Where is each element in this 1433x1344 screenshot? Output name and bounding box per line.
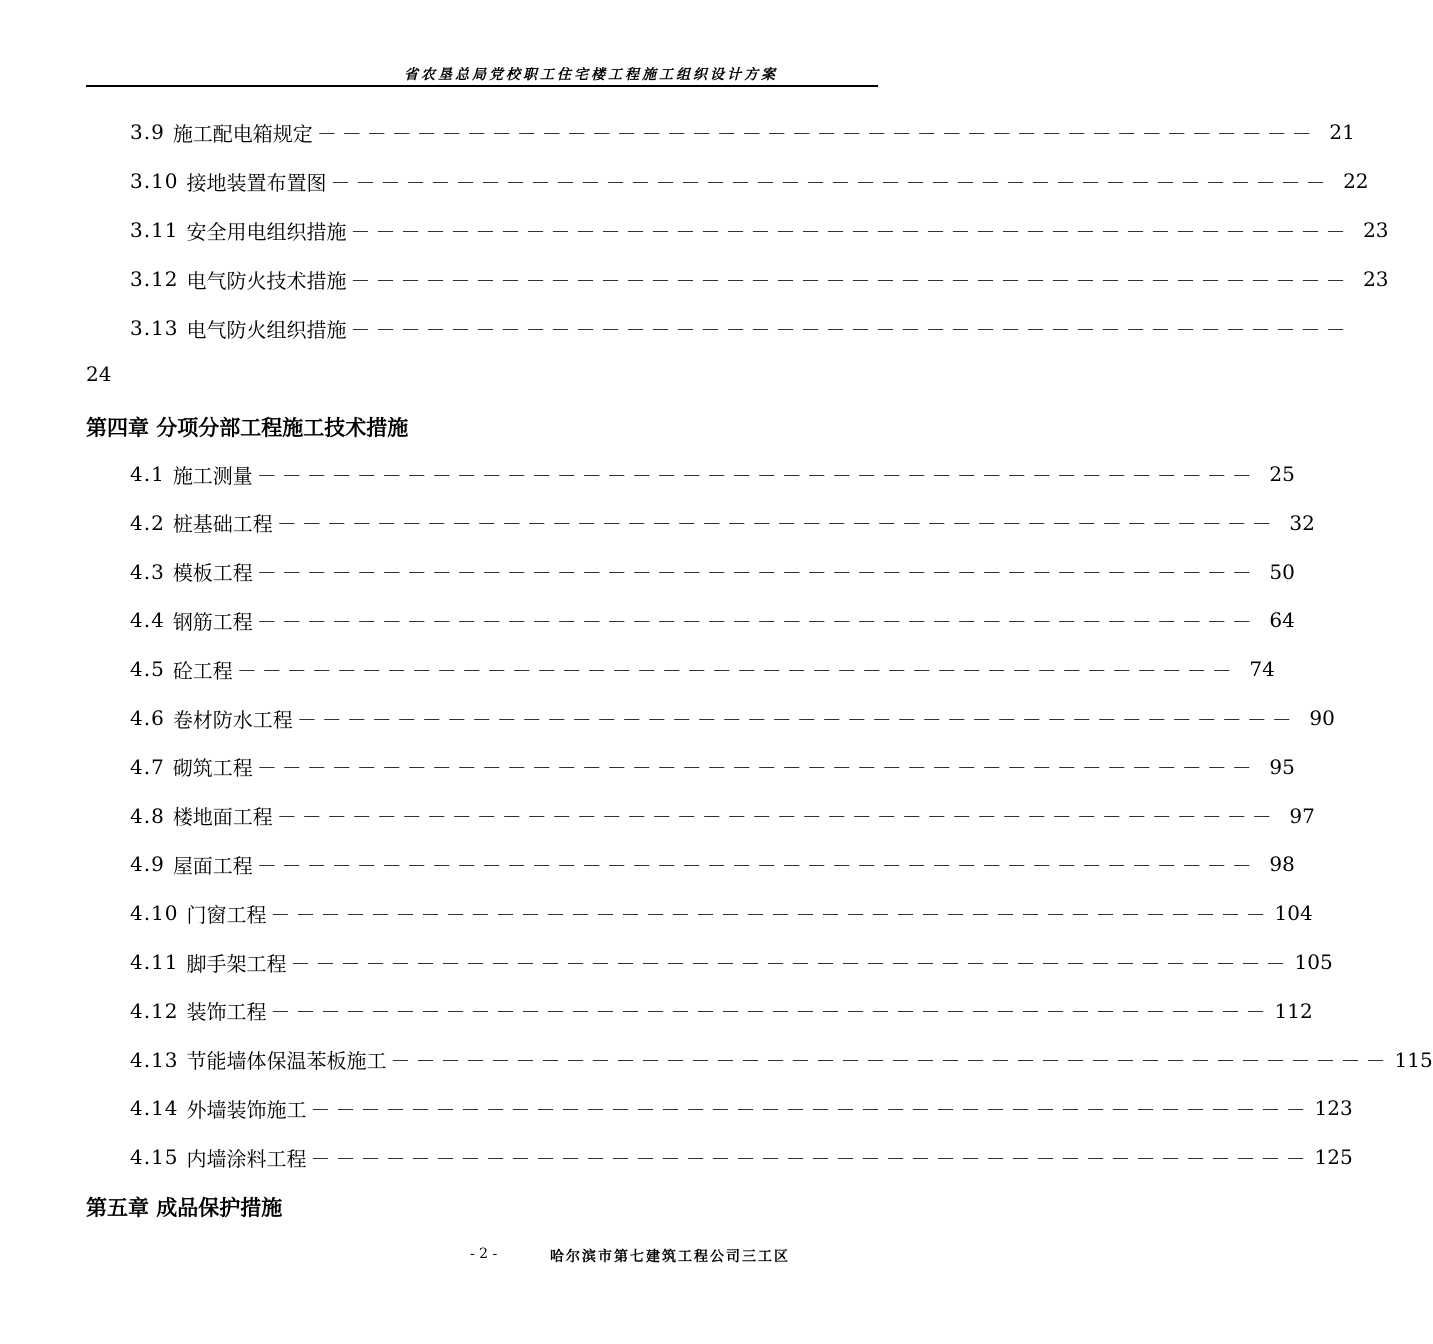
toc-entry-leader: －－－－－－－－－－－－－－－－－－－－－－－－－－－－－－－－－－－－－－－－ bbox=[256, 756, 1257, 781]
toc-entry bbox=[130, 849, 1295, 879]
toc-entry-number: 3.12 bbox=[130, 267, 179, 291]
toc-entry bbox=[130, 557, 1295, 587]
toc-entry-number: 3.9 bbox=[130, 120, 165, 144]
toc-entry-leader: －－－－－－－－－－－－－－－－－－－－－－－－－－－－－－－－－－－－－－－－ bbox=[276, 805, 1277, 830]
toc-entry-leader: －－－－－－－－－－－－－－－－－－－－－－－－－－－－－－－－－－－－－－－－ bbox=[330, 170, 1331, 195]
toc-entry-number: 3.10 bbox=[130, 169, 179, 193]
toc-entry-title: 脚手架工程 bbox=[186, 951, 287, 976]
toc-entry-number: 4.9 bbox=[130, 852, 165, 877]
toc-entry-page: 50 bbox=[1269, 559, 1295, 584]
toc-entry-title: 砼工程 bbox=[172, 658, 233, 683]
header-title: 省农垦总局党校职工住宅楼工程施工组织设计方案 bbox=[404, 67, 778, 83]
toc-entry-number: 3.11 bbox=[130, 218, 179, 242]
toc-entry-leader: －－－－－－－－－－－－－－－－－－－－－－－－－－－－－－－－－－－－－－－－ bbox=[310, 1097, 1311, 1122]
toc-entry-number: 4.5 bbox=[130, 657, 165, 682]
toc-entry-title: 外墙装饰施工 bbox=[186, 1097, 307, 1122]
toc-entry bbox=[130, 264, 1389, 294]
toc-entry-number: 4.13 bbox=[130, 1047, 179, 1072]
toc-entry-leader: －－－－－－－－－－－－－－－－－－－－－－－－－－－－－－－－－－－－－－－－ bbox=[256, 463, 1257, 488]
toc-entry bbox=[130, 947, 1333, 977]
toc-entry bbox=[130, 898, 1313, 928]
toc-entry-leader: －－－－－－－－－－－－－－－－－－－－－－－－－－－－－－－－－－－－－－－－ bbox=[350, 268, 1351, 293]
toc-entry bbox=[130, 313, 1351, 343]
toc-entry-leader: －－－－－－－－－－－－－－－－－－－－－－－－－－－－－－－－－－－－－－－－ bbox=[296, 707, 1297, 732]
toc-entry-number: 4.2 bbox=[130, 510, 165, 535]
toc-entry-title: 施工配电箱规定 bbox=[172, 121, 313, 146]
toc-entry-page: 74 bbox=[1249, 657, 1275, 682]
toc-entry-leader: －－－－－－－－－－－－－－－－－－－－－－－－－－－－－－－－－－－－－－－－ bbox=[310, 1146, 1311, 1171]
toc-entry bbox=[130, 1142, 1353, 1172]
toc-entry-leader: －－－－－－－－－－－－－－－－－－－－－－－－－－－－－－－－－－－－－－－－ bbox=[270, 902, 1271, 927]
toc-entry-title: 电气防火组织措施 bbox=[186, 317, 347, 342]
toc-entry-page: 97 bbox=[1289, 803, 1315, 828]
toc-entry-number: 4.14 bbox=[130, 1096, 179, 1121]
toc-entry bbox=[130, 703, 1335, 733]
toc-entry-leader: －－－－－－－－－－－－－－－－－－－－－－－－－－－－－－－－－－－－－－－－ bbox=[290, 951, 1291, 976]
toc-entry-number: 4.11 bbox=[130, 950, 179, 974]
toc-entry-page: 25 bbox=[1269, 462, 1295, 486]
toc-entry bbox=[130, 215, 1389, 245]
toc-entry bbox=[130, 1093, 1353, 1123]
toc-entry-title: 内墙涂料工程 bbox=[186, 1146, 307, 1171]
toc-entry bbox=[130, 801, 1315, 831]
footer-page-number: - 2 - bbox=[470, 1246, 498, 1262]
toc-entry-page: 112 bbox=[1274, 998, 1313, 1023]
toc-entry bbox=[130, 605, 1295, 635]
toc-entry bbox=[130, 166, 1369, 196]
toc-entry-leader: －－－－－－－－－－－－－－－－－－－－－－－－－－－－－－－－－－－－－－－－ bbox=[350, 219, 1351, 244]
toc-entry-title: 钢筋工程 bbox=[172, 609, 253, 634]
toc-entry bbox=[130, 459, 1295, 489]
toc-entry-title: 装饰工程 bbox=[186, 1000, 267, 1025]
toc-entry-page: 98 bbox=[1269, 852, 1295, 877]
toc-entry bbox=[130, 1045, 1433, 1075]
toc-entry-leader: －－－－－－－－－－－－－－－－－－－－－－－－－－－－－－－－－－－－－－－－ bbox=[316, 121, 1317, 146]
chapter-5-heading: 第五章 成品保护措施 bbox=[86, 1196, 283, 1220]
toc-entry-leader: －－－－－－－－－－－－－－－－－－－－－－－－－－－－－－－－－－－－－－－－ bbox=[390, 1049, 1391, 1074]
toc-entry-page: 123 bbox=[1314, 1096, 1353, 1121]
toc-entry-title: 楼地面工程 bbox=[172, 805, 273, 830]
toc-entry bbox=[130, 752, 1295, 782]
wrapped-page-number: 24 bbox=[86, 362, 112, 386]
toc-entry-number: 4.12 bbox=[130, 998, 179, 1023]
toc-entry-title: 砌筑工程 bbox=[172, 756, 253, 781]
toc-entry-number: 4.3 bbox=[130, 559, 165, 584]
toc-entry-title: 门窗工程 bbox=[186, 902, 267, 927]
toc-entry-page: 23 bbox=[1363, 267, 1389, 291]
toc-entry bbox=[130, 996, 1313, 1026]
toc-entry-leader: －－－－－－－－－－－－－－－－－－－－－－－－－－－－－－－－－－－－－－－－ bbox=[350, 317, 1351, 342]
toc-entry-page: 105 bbox=[1294, 950, 1333, 974]
toc-entry-number: 4.6 bbox=[130, 706, 165, 730]
toc-entry bbox=[130, 117, 1355, 147]
footer-company: 哈尔滨市第七建筑工程公司三工区 bbox=[550, 1249, 790, 1265]
toc-entry-leader: －－－－－－－－－－－－－－－－－－－－－－－－－－－－－－－－－－－－－－－－ bbox=[256, 609, 1257, 634]
toc-entry-number: 4.15 bbox=[130, 1145, 179, 1170]
toc-entry bbox=[130, 654, 1275, 684]
toc-entry bbox=[130, 508, 1315, 538]
toc-entry-title: 电气防火技术措施 bbox=[186, 268, 347, 293]
toc-entry-leader: －－－－－－－－－－－－－－－－－－－－－－－－－－－－－－－－－－－－－－－－ bbox=[270, 1000, 1271, 1025]
toc-entry-leader: －－－－－－－－－－－－－－－－－－－－－－－－－－－－－－－－－－－－－－－－ bbox=[256, 853, 1257, 878]
toc-entry-number: 4.4 bbox=[130, 608, 165, 633]
toc-entry-page: 23 bbox=[1363, 218, 1389, 242]
toc-entry-title: 卷材防水工程 bbox=[172, 707, 293, 732]
toc-entry-number: 4.10 bbox=[130, 901, 179, 926]
toc-entry-title: 节能墙体保温苯板施工 bbox=[186, 1049, 387, 1074]
toc-entry-leader: －－－－－－－－－－－－－－－－－－－－－－－－－－－－－－－－－－－－－－－－ bbox=[236, 658, 1237, 683]
toc-entry-title: 接地装置布置图 bbox=[186, 170, 327, 195]
toc-entry-page: 95 bbox=[1269, 754, 1295, 779]
toc-entry-page: 32 bbox=[1289, 510, 1315, 535]
toc-entry-page: 21 bbox=[1329, 120, 1355, 144]
toc-entry-page: 64 bbox=[1269, 608, 1295, 633]
chapter-4-heading: 第四章 分项分部工程施工技术措施 bbox=[86, 416, 409, 440]
toc-entry-page: 90 bbox=[1309, 706, 1335, 730]
toc-entry-page: 115 bbox=[1394, 1047, 1433, 1072]
toc-entry-title: 桩基础工程 bbox=[172, 512, 273, 537]
toc-entry-number: 4.1 bbox=[130, 462, 165, 486]
toc-entry-page: 125 bbox=[1314, 1145, 1353, 1170]
toc-entry-page: 22 bbox=[1343, 169, 1369, 193]
toc-entry-page: 104 bbox=[1274, 901, 1313, 926]
toc-entry-title: 模板工程 bbox=[172, 561, 253, 586]
toc-entry-leader: －－－－－－－－－－－－－－－－－－－－－－－－－－－－－－－－－－－－－－－－ bbox=[256, 561, 1257, 586]
toc-entry-number: 3.13 bbox=[130, 316, 179, 340]
toc-entry-leader: －－－－－－－－－－－－－－－－－－－－－－－－－－－－－－－－－－－－－－－－ bbox=[276, 512, 1277, 537]
toc-entry-title: 屋面工程 bbox=[172, 853, 253, 878]
toc-entry-number: 4.8 bbox=[130, 803, 165, 828]
toc-entry-title: 安全用电组织措施 bbox=[186, 219, 347, 244]
toc-entry-title: 施工测量 bbox=[172, 463, 253, 488]
toc-entry-number: 4.7 bbox=[130, 754, 165, 779]
